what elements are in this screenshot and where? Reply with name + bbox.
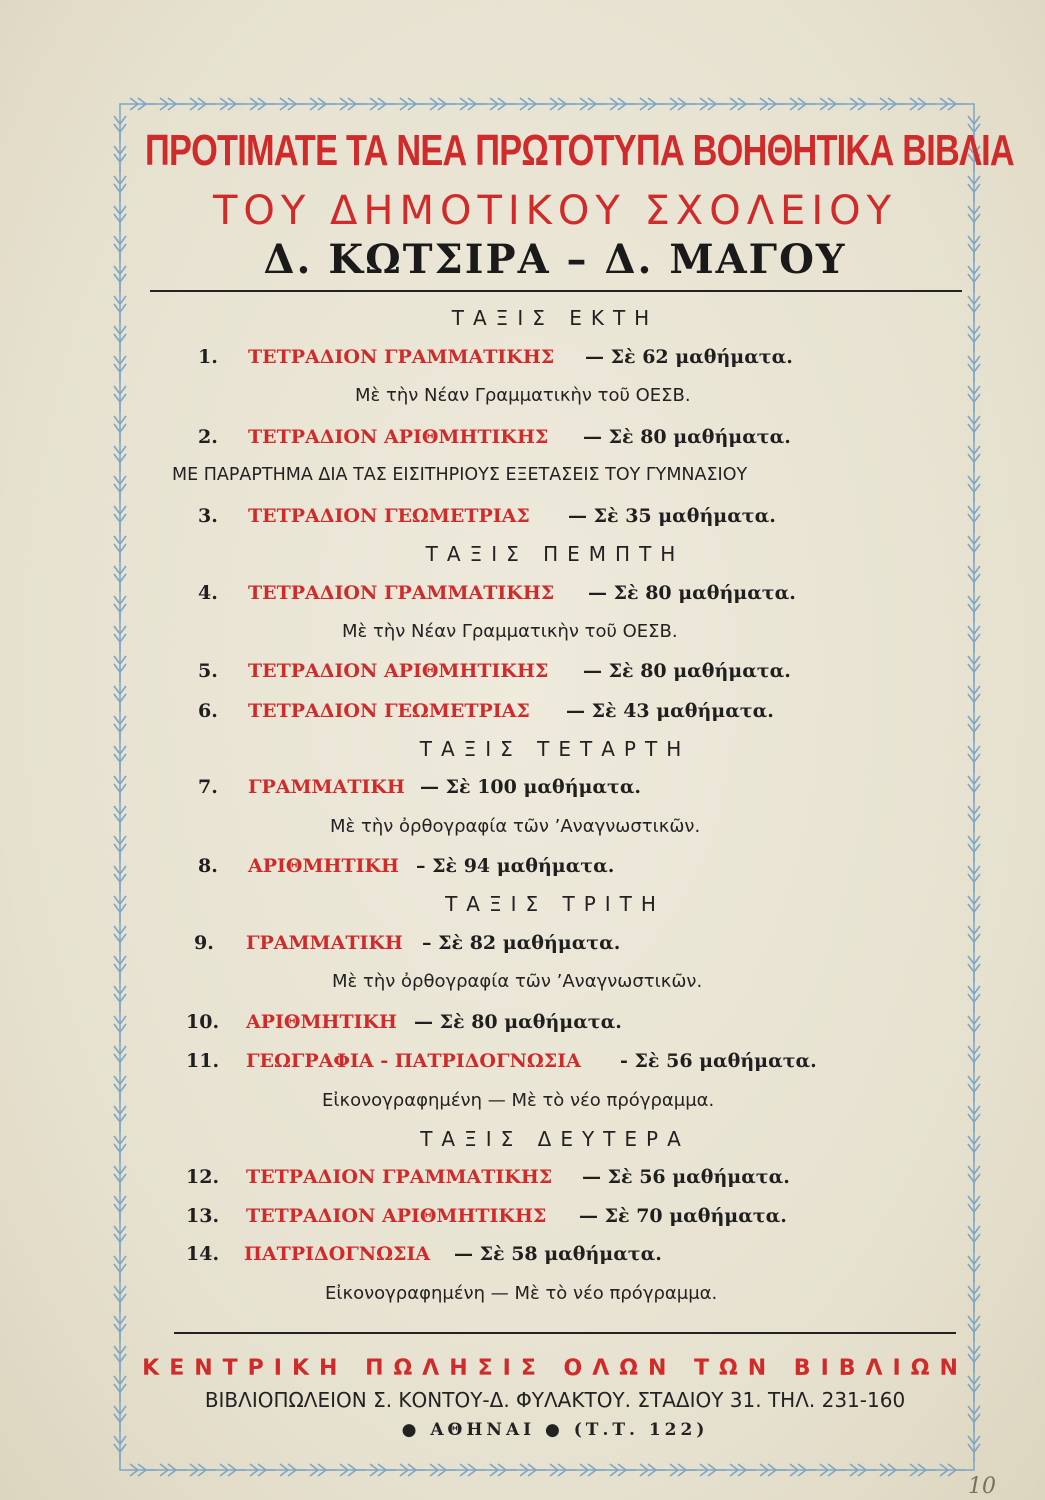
item-title: ΑΡΙΘΜΗΤΙΚΗ [246,1011,397,1033]
item-note: Μὲ τὴν Νέαν Γραμματικὴν τοῦ ΟΕΣΒ. [342,621,678,642]
item-note: Μὲ τὴν Νέαν Γραμματικὴν τοῦ ΟΕΣΒ. [355,385,691,406]
item-number: 6. [198,700,218,722]
item-note: Εἰκονογραφημένη — Μὲ τὸ νέο πρόγραμμα. [322,1090,715,1111]
item-detail: — Σὲ 56 μαθήματα. [582,1166,790,1188]
header-line-2: ΤΟΥ ΔΗΜΟΤΙΚΟΥ ΣΧΟΛΕΙΟΥ [212,188,898,234]
item-number: 8. [198,855,218,877]
item-note: Μὲ τὴν ὀρθογραφία τῶν ’Αναγνωστικῶν. [330,816,701,837]
item-detail: — Σὲ 80 μαθήματα. [414,1011,622,1033]
footer-line-2: ΒΙΒΛΙΟΠΩΛΕΙΟΝ Σ. ΚΟΝΤΟΥ-Δ. ΦΥΛΑΚΤΟΥ. ΣΤΑΔΙΟΥ 31. ΤΗΛ. 231-160 [204,1388,906,1412]
item-detail: - Σὲ 56 μαθήματα. [620,1050,817,1072]
item-number: 14. [186,1243,220,1265]
item-detail: — Σὲ 43 μαθήματα. [566,700,774,722]
item-title: ΤΕΤΡΑΔΙΟΝ ΓΡΑΜΜΑΤΙΚΗΣ [248,582,555,604]
item-title: ΓΕΩΓΡΑΦΙΑ - ΠΑΤΡΙΔΟΓΝΩΣΙΑ [246,1050,581,1072]
header-rule [150,290,962,292]
item-detail: – Σὲ 82 μαθήματα. [422,932,621,954]
item-detail: — Σὲ 62 μαθήματα. [585,346,793,368]
item-title: ΤΕΤΡΑΔΙΟΝ ΑΡΙΘΜΗΤΙΚΗΣ [248,660,549,682]
item-number: 12. [186,1166,220,1188]
item-detail: — Σὲ 35 μαθήματα. [568,505,776,527]
item-number: 1. [198,346,218,368]
item-title: ΤΕΤΡΑΔΙΟΝ ΑΡΙΘΜΗΤΙΚΗΣ [248,426,549,448]
section-heading: ΤΑΞΙΣ ΤΡΙΤΗ [445,892,665,916]
margin-note: 10 [968,1474,996,1499]
item-note: Μὲ τὴν ὀρθογραφία τῶν ’Αναγνωστικῶν. [332,971,703,992]
footer-rule [174,1332,956,1334]
item-number: 9. [194,932,214,954]
item-title: ΓΡΑΜΜΑΤΙΚΗ [248,776,405,798]
item-title: ΤΕΤΡΑΔΙΟΝ ΓΡΑΜΜΑΤΙΚΗΣ [246,1166,553,1188]
item-detail: — Σὲ 58 μαθήματα. [454,1243,662,1265]
footer-line-3: ● ΑΘΗΝΑΙ ● (Τ.Τ. 122) [401,1420,709,1440]
item-title: ΑΡΙΘΜΗΤΙΚΗ [248,855,399,877]
item-title: ΤΕΤΡΑΔΙΟΝ ΓΡΑΜΜΑΤΙΚΗΣ [248,346,555,368]
item-title: ΓΡΑΜΜΑΤΙΚΗ [246,932,403,954]
item-detail: — Σὲ 100 μαθήματα. [420,776,642,798]
header-line-1: ΠΡΟΤΙΜΑΤΕ ΤΑ ΝΕΑ ΠΡΩΤΟΤΥΠΑ ΒΟΗΘΗΤΙΚΑ ΒΙΒΛΙΑ [145,126,1014,175]
section-heading: ΤΑΞΙΣ ΠΕΜΠΤΗ [425,542,685,566]
item-number: 5. [198,660,218,682]
item-note: Εἰκονογραφημένη — Μὲ τὸ νέο πρόγραμμα. [325,1283,718,1304]
section-heading: ΤΑΞΙΣ ΤΕΤΑΡΤΗ [419,737,691,761]
footer-line-1: ΚΕΝΤΡΙΚΗ ΠΩΛΗΣΙΣ ΟΛΩΝ ΤΩΝ ΒΙΒΛΙΩΝ [142,1356,968,1381]
item-detail: — Σὲ 80 μαθήματα. [583,426,791,448]
item-title: ΤΕΤΡΑΔΙΟΝ ΓΕΩΜΕΤΡΙΑΣ [248,505,530,527]
section-heading: ΤΑΞΙΣ ΔΕΥΤΕΡΑ [420,1127,690,1151]
item-number: 11. [186,1050,220,1072]
item-number: 4. [198,582,218,604]
item-title: ΤΕΤΡΑΔΙΟΝ ΓΕΩΜΕΤΡΙΑΣ [248,700,530,722]
item-title: ΠΑΤΡΙΔΟΓΝΩΣΙΑ [244,1243,431,1265]
item-number: 2. [198,426,218,448]
section-heading: ΤΑΞΙΣ ΕΚΤΗ [451,306,659,330]
item-note: ΜΕ ΠΑΡΑΡΤΗΜΑ ΔΙΑ ΤΑΣ ΕΙΣΙΤΗΡΙΟΥΣ ΕΞΕΤΑΣΕΙΣ ΤΟΥ ΓΥΜΝΑΣΙΟΥ [172,465,748,485]
item-detail: – Σὲ 94 μαθήματα. [416,855,615,877]
item-number: 7. [198,776,218,798]
item-number: 13. [186,1205,220,1227]
item-detail: — Σὲ 80 μαθήματα. [583,660,791,682]
item-detail: — Σὲ 70 μαθήματα. [579,1205,787,1227]
item-number: 3. [198,505,218,527]
item-number: 10. [186,1011,220,1033]
item-title: ΤΕΤΡΑΔΙΟΝ ΑΡΙΘΜΗΤΙΚΗΣ [246,1205,547,1227]
item-detail: — Σὲ 80 μαθήματα. [588,582,796,604]
header-authors: Δ. ΚΩΤΣΙΡΑ – Δ. ΜΑΓΟΥ [263,236,847,283]
